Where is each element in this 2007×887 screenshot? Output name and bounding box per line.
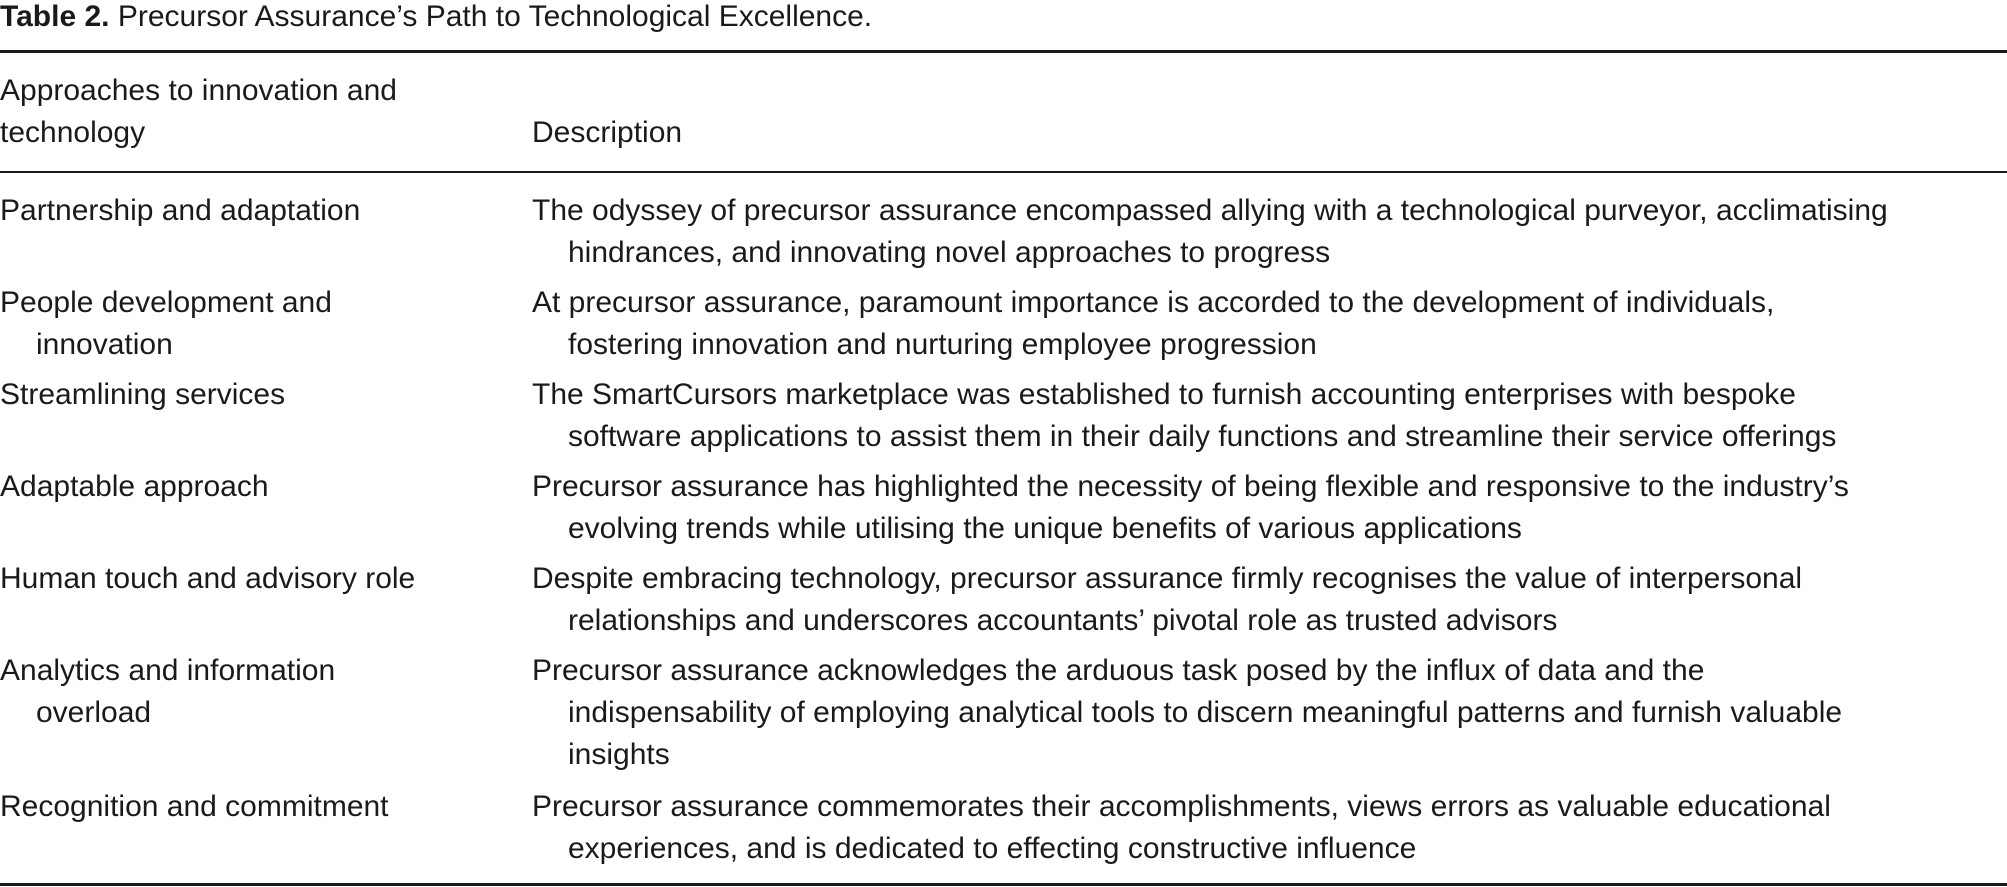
description-cell	[532, 466, 2007, 550]
approach-text: innovation	[36, 328, 173, 361]
description-line: Precursor assurance acknowledges the arduous task posed by the influx of data and the	[532, 654, 1705, 687]
description-line: The SmartCursors marketplace was established to furnish accounting enterprises with bespoke	[532, 378, 1796, 411]
approach-text: Adaptable approach	[0, 470, 269, 503]
approach-text: Streamlining services	[0, 378, 286, 411]
description-line: fostering innovation and nurturing employee progression	[568, 328, 1317, 361]
description-line: Despite embracing technology, precursor assurance firmly recognises the value of interpersonal	[532, 562, 1803, 595]
header-approaches-line-1: Approaches to innovation and	[0, 74, 397, 107]
description-cell	[532, 786, 2007, 870]
top-rule	[0, 50, 2007, 53]
table-title: Precursor Assurance’s Path to Technological Excellence.	[117, 0, 873, 33]
description-line: hindrances, and innovating novel approaches to progress	[568, 236, 1331, 269]
description-cell	[532, 374, 2007, 458]
description-cell	[532, 650, 2007, 776]
approach-text: Human touch and advisory role	[0, 562, 416, 595]
description-line: The odyssey of precursor assurance encompassed allying with a technological purveyor, acclimatising	[532, 194, 1888, 227]
approach-cell	[0, 282, 556, 366]
header-approaches	[0, 70, 397, 154]
description-line: relationships and underscores accountants’ pivotal role as trusted advisors	[568, 604, 1558, 637]
description-cell	[532, 282, 2007, 366]
description-cell	[532, 190, 2007, 274]
approach-cell	[0, 190, 556, 232]
description-line: experiences, and is dedicated to effecting constructive influence	[568, 832, 1417, 865]
approach-cell	[0, 650, 556, 734]
description-line: software applications to assist them in their daily functions and streamline their service offerings	[568, 420, 1837, 453]
description-line: indispensability of employing analytical tools to discern meaningful patterns and furnish valuable	[568, 696, 1843, 729]
description-line: insights	[568, 738, 670, 771]
description-line: evolving trends while utilising the unique benefits of various applications	[568, 512, 1522, 545]
approach-text: Analytics and information	[0, 654, 336, 687]
description-line: Precursor assurance has highlighted the necessity of being flexible and responsive to the industry’s	[532, 470, 1849, 503]
bottom-rule	[0, 883, 2007, 886]
approach-cell	[0, 786, 556, 828]
approach-text: Partnership and adaptation	[0, 194, 361, 227]
header-approaches-line-2: technology	[0, 116, 146, 149]
approach-cell	[0, 558, 556, 600]
approach-text: People development and	[0, 286, 332, 319]
table-label: Table 2.	[0, 0, 110, 33]
description-line: Precursor assurance commemorates their accomplishments, views errors as valuable educational	[532, 790, 1831, 823]
description-cell	[532, 558, 2007, 642]
approach-text: overload	[36, 696, 152, 729]
description-line: At precursor assurance, paramount importance is accorded to the development of individuals,	[532, 286, 1775, 319]
table-caption	[0, 0, 872, 34]
approach-cell	[0, 466, 556, 508]
header-description: Description	[532, 116, 683, 149]
approach-text: Recognition and commitment	[0, 790, 389, 823]
approach-cell	[0, 374, 556, 416]
header-rule	[0, 171, 2007, 173]
